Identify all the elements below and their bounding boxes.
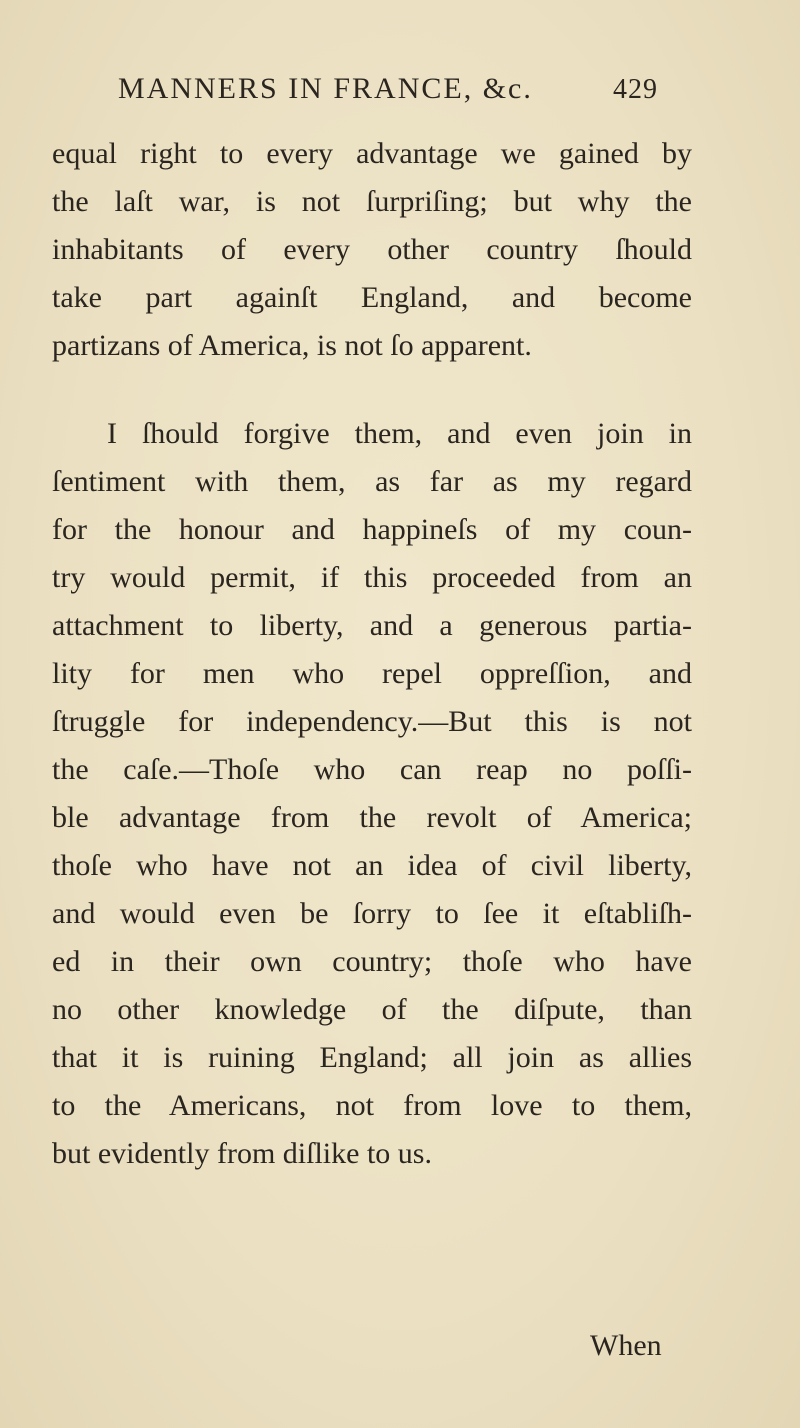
- text-line: thoſe who have not an idea of civil liberty,: [52, 849, 692, 882]
- text-line: ſtruggle for independency.—But this is not: [52, 705, 692, 738]
- text-line: ſentiment with them, as far as my regard: [52, 465, 692, 498]
- text-line: to the Americans, not from love to them,: [52, 1089, 692, 1122]
- text-line: equal right to every advantage we gained by: [52, 137, 692, 170]
- paragraph-2: [52, 410, 692, 1178]
- text-line: but evidently from diſlike to us.: [52, 1137, 432, 1170]
- text-line: that it is ruining England; all join as allies: [52, 1041, 692, 1074]
- text-line: partizans of America, is not ſo apparent.: [52, 329, 532, 362]
- text-line: and would even be ſorry to ſee it eſtabliſh-: [52, 897, 692, 930]
- text-line: lity for men who repel oppreſſion, and: [52, 657, 692, 690]
- text-line: inhabitants of every other country ſhould: [52, 233, 692, 266]
- page-number: 429: [613, 74, 658, 105]
- running-head-title: MANNERS IN FRANCE, &c.: [118, 72, 533, 105]
- paragraph-1: [52, 130, 692, 370]
- text-line: the laſt war, is not ſurpriſing; but why the: [52, 185, 692, 218]
- text-line: no other knowledge of the diſpute, than: [52, 993, 692, 1026]
- text-line: try would permit, if this proceeded from an: [52, 561, 692, 594]
- text-line: ed in their own country; thoſe who have: [52, 945, 692, 978]
- text-line: attachment to liberty, and a generous partia-: [52, 609, 692, 642]
- catchword: When: [590, 1329, 662, 1362]
- running-head: [118, 72, 658, 116]
- text-line: ble advantage from the revolt of America;: [52, 801, 692, 834]
- text-line: take part againſt England, and become: [52, 281, 692, 314]
- text-line: I ſhould forgive them, and even join in: [107, 417, 692, 450]
- body-text: [52, 130, 692, 1178]
- text-line: the caſe.—Thoſe who can reap no poſſi-: [52, 753, 692, 786]
- text-line: for the honour and happineſs of my coun-: [52, 513, 692, 546]
